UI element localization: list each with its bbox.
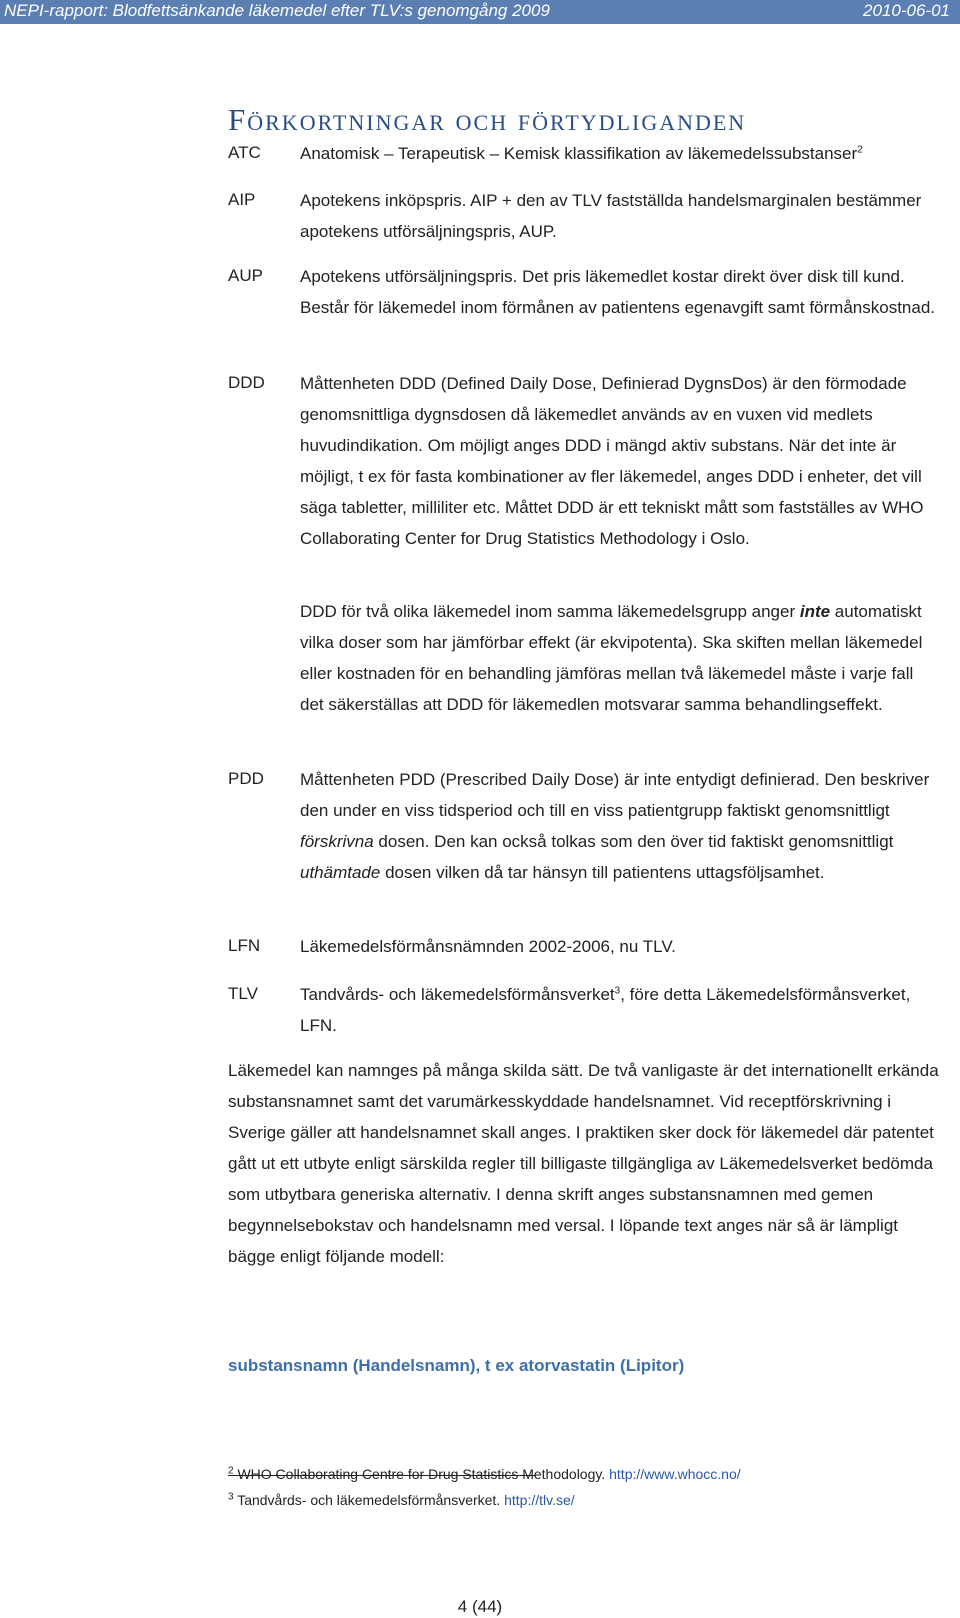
term-tlv: TLV: [228, 984, 258, 1003]
body-paragraph: Läkemedel kan namnges på många skilda sätt. De två vanligaste är det internationellt erkända substansnamnet samt det varumärkesskyddade handelsnamnet. Vid receptförskrivning i Sverige gäller att handelsnamnet skall anges. I praktiken sker dock för läkemedel där patentet gått ut ett utbyte enligt särskilda regler till billigaste tillgängliga av Läkemedelsverket bedömda som utbytbara generiska alternativ. I denna skrift anges substansnamnen med gemen begynnelsebokstav och handelsnamn med versal. I löpande text anges när så är lämpligt bägge enligt följande modell:: [228, 1061, 939, 1266]
definition-aup: Apotekens utförsäljningspris. Det pris läkemedlet kostar direkt över disk till kund. Består för läkemedel inom förmånen av patientens egenavgift samt förmånskostnad.: [300, 267, 936, 317]
footnote-ref: 3: [614, 985, 621, 997]
definition-lfn: Läkemedelsförmånsnämnden 2002-2006, nu TLV.: [300, 937, 676, 956]
definition-tlv: Tandvårds- och läkemedelsförmånsverket$^3$, före detta Läkemedelsförmånsverket, LFN.: [300, 985, 911, 1035]
term-lfn: LFN: [228, 936, 261, 955]
term-atc: ATC: [228, 143, 261, 162]
footnote-link[interactable]: http://www.whocc.no/: [609, 1466, 741, 1482]
section-heading: Förkortningar och förtydliganden: [228, 102, 747, 137]
definition-ddd-note: DDD för två olika läkemedel inom samma läkemedelsgrupp anger inte automatiskt vilka doser som har jämförbar effekt (är ekvipotenta). Ska skiften mellan läkemedel eller kostnaden för en behandling jämföras mellan två läkemedel måste i varje fall det säkerställas att DDD för läkemedlen motsvarar samma behandlingseffekt.: [300, 602, 923, 714]
footnote-link[interactable]: http://tlv.se/: [504, 1492, 575, 1508]
definition-atc: Anatomisk – Terapeutisk – Kemisk klassifikation av läkemedelssubstanser$^2$: [300, 144, 863, 163]
footnote-ref: 2: [857, 144, 863, 156]
header-title: NEPI-rapport: Blodfettsänkande läkemedel efter TLV:s genomgång 2009: [4, 1, 550, 20]
term-pdd: PDD: [228, 769, 264, 788]
definition-aip: Apotekens inköpspris. AIP + den av TLV fastställda handelsmarginalen bestämmer apotekens utförsäljningspris, AUP.: [300, 191, 922, 241]
page-number: 4 (44): [457, 1597, 503, 1616]
page-header: [0, 0, 960, 24]
definition-ddd: Måttenheten DDD (Defined Daily Dose, Definierad DygnsDos) är den förmodade genomsnittliga dygnsdosen då läkemedlet används av en vuxen vid medlets huvudindikation. Om möjligt anges DDD i mängd aktiv substans. När det inte är möjligt, t ex för fasta kombinationer av fler läkemedel, anges DDD i enheter, det vill säga tabletter, milliliter etc. Måttet DDD är ett tekniskt mått som fastställes av WHO Collaborating Center for Drug Statistics Methodology i Oslo.: [300, 374, 924, 548]
naming-model-example: substansnamn (Handelsnamn), t ex atorvastatin (Lipitor): [228, 1356, 685, 1375]
term-ddd: DDD: [228, 373, 265, 392]
term-aip: AIP: [228, 190, 256, 209]
footnote-3: $^3$ Tandvårds- och läkemedelsförmånsverket. http://tlv.se/: [228, 1491, 575, 1508]
footnote-2: $^2$ WHO Collaborating Centre for Drug Statistics Methodology. http://www.whocc.no/: [228, 1465, 741, 1482]
term-aup: AUP: [228, 266, 263, 285]
definition-pdd: Måttenheten PDD (Prescribed Daily Dose) är inte entydigt definierad. Den beskriver den under en viss tidsperiod och till en viss patientgrupp faktiskt genomsnittligt förskrivna dosen. Den kan också tolkas som den över tid faktiskt genomsnittligt uthämtade dosen vilken då tar hänsyn till patientens uttagsföljsamhet.: [300, 770, 930, 882]
header-date: 2010-06-01: [863, 1, 950, 20]
